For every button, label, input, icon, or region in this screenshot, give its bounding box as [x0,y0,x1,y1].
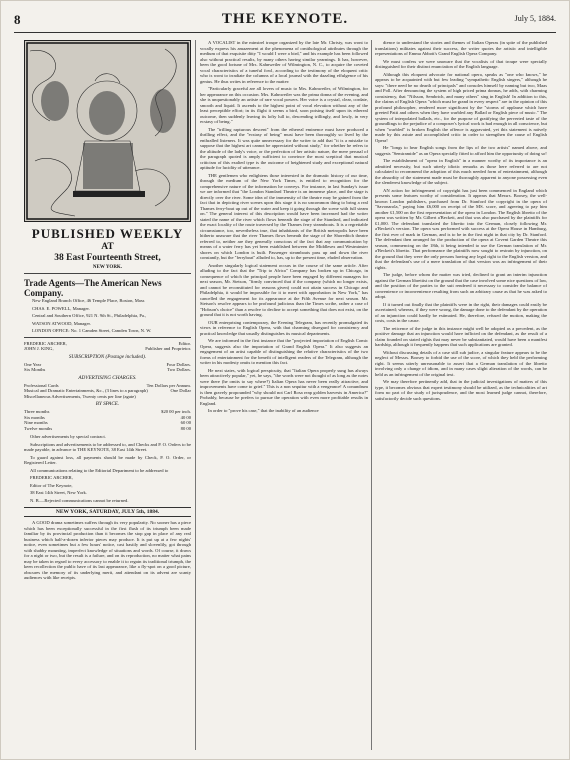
article-paragraph: He next states, with logical perspicuity, that "Italian Opera properly sung has always been attractively popular," yet, he says, "the words were not thought of as long as the notes were there (he omits to say where?) Italian Opera has never been really attractive, and improvements have come to grief." This is a non sequitur with a vengeance! A conundrum is then gravely propounded "why should not Carl Rosa reap golden harvests in America?" Probably, because he prefers to pursue the operation with even more profitable results in England. [200,367,368,406]
by-space-label: Nine months [24,420,48,425]
by-space-list [24,409,191,431]
article-paragraph: In order to "prove his case," that the inability of an audience [208,408,319,413]
notices-list [24,434,191,503]
agents-list [24,298,191,334]
by-space-label: Twelve months [24,425,53,431]
notice-line: All communications relating to the Editorial Department to be addressed to [30,467,169,473]
article-paragraph: Without discussing details of a case still sub judice, a singular feature appears to be the neglect of Messrs. Boosey to forbid the use of the score, of which they held the performing right. It seems utterly unreasonable to assert that a German translation of the libretto involving only a change of idiom, and in many cases slight alteration of the words, can be held as an infringement of the original text. [375,349,547,377]
agent-line: WATSON ATWOOD, Manager. [32,320,91,326]
article-paragraph: A GOOD drama sometimes suffers through its very popularity. No sooner has a piece which has been exceptionally successful in the first flush of its triumph been made familiar by its provincial production than it becomes the stop gap in place of any real business which half-a-dozen inferior pieces may produce. It is put up at a few nights' notice, even sometimes but a few hours' notice, cast hastily and slovenlily, got through with shabby mounting, imperfect knowledge of situations and words. Of course, it draws for a night or two, but the result is a failure, and on its reproduction, no matter what pains may be taken in regard to every accessory to enable it to regain its traditional triumph, the keen recollection the public have of its last appearance, like a fly-spot on a good picture, obscures the memory of its underlying merit, and attendant on its advent are scanty audiences with like receipts. [24,520,191,580]
notice-line: FREDERIC ARCHER, [30,475,73,480]
column-3-body [375,40,547,401]
subscription-label: One Year [24,361,42,367]
staff-role: Publisher and Proprietor. [145,346,191,351]
newspaper-title: THE KEYNOTE. [221,11,349,27]
by-space-label: Three months [24,409,50,414]
by-space-label: Six months [24,414,45,420]
advertising-label: Professional Cards [24,382,59,388]
masthead-engraving-image [24,40,191,222]
subscription-price: Four Dollars. [166,361,191,367]
published-weekly-heading: PUBLISHED WEEKLY [31,226,184,241]
article-paragraph: He "longs to hear English songs from the lips of the two artists" named above, and suggests "Semiramide" as an Opera specially fitted to afford him the opportunity of doing so! [375,145,547,156]
column-2-body [200,40,368,414]
editorial-dateline: NEW YORK, SATURDAY, JULY 5th, 1884. [24,507,191,517]
article-paragraph: Another singularly logical statement occurs in the course of the same article. After alluding to the fact that the "Trip to Africa" Company has broken up in Chicago, in consequence of which the principal people have been engaged by different managers for next season, Mr. Stetson, "firmly convinced that if the company (which no longer exists, and cannot be reconstituted for reasons given) could not attain success in Chicago and Philadelphia, it would be impossible for it to meet with approbation in New York," has cancelled the engagement for its appearance at the Fifth Avenue for next season. Mr. Stetson's resolve appears to be profound judicious than the Times scribe, rather a case of "Hobson's choice" than a resolve to decline to accept something that does not exist, on the ground that it is not worth having. [200,262,368,317]
notice-line: Subscriptions and advertisements to be addressed to, and Checks and P. O. Orders to be made payable, in advance to THE KEYNOTE, 38 East 14th Street. [24,441,191,452]
notice-line: Editor of The Keynote, [30,482,73,488]
masthead [14,10,556,33]
article-paragraph: If it turned out finally that the plaintiffs were in the right, their damages could easily be ascertained; whereas, if they were wrong, the damage done to the defendant by the operation of an injunction could hardly be estimated. He, therefore, refused the motion, making the costs, costs in the cause. [375,301,547,323]
notice-line: To guard against loss, all payments should be made by Check, P. O. Order, or Registered Letter. [24,454,191,465]
article-paragraph: OUR enterprising contemporary, the Evening Telegram, has recently promulgated its views in reference to English Opera, with that charming disregard for consistency and practical knowledge that usually distinguishes its musical departments. [200,319,368,336]
trade-agents-heading: Trade Agents—The American News Company. [24,278,162,298]
agent-line: CHAS. E. POWELL, Manager. [32,305,90,311]
agent-line: Central and Southern Office, 921 N. 9th St., Philadelphia, Pa., [32,313,147,318]
by-space-price: 40 00 [180,414,191,420]
staff-row [24,346,191,352]
notice-line: Other advertisements by special contract. [30,434,106,439]
agent-line: New England Branch Office, 46 Temple Place, Boston, Mass [32,298,145,303]
by-space-heading: BY SPACE. [95,401,120,407]
column-1-body [24,520,191,581]
article-paragraph: The "trilling rapturous descent" from the ethereal eminence must have produced a thrilling effect, and the "ecstasy of being" must have been thoroughly so lived by the enthralled listeners. It was quite unnecessary for the writer to add that "it is a mistake to suppose that the highest art cannot be appreciated without study," for whether he refers to the altitude of the lady's voice, or the perfection of her artistic nature, the mere perusal of the paragraph quoted is amply sufficient to convince the most sceptical that musical criticism of this exalted type is the outcome of heightened study and exceptional natural aptitude for lucidity of utterance. [200,126,368,170]
article-paragraph: The reticence of the judge in this instance might well be adopted as a precedent, as the positive damage that an injunction would have inflicted on the defendant, as the result of a claim founded on stated rights that may never be substantiated, would have been a manifest hardship, although it frequently happens that such applications are granted. [375,325,547,347]
article-paragraph: AN action for infringement of copyright has just been commenced in England which presents some features worthy of consideration. It appears that Messrs. Boosey, the well-known London publishers, purchased from Dr. Stanford the copyright in the opera of "Savonarola," paying him £6,000 on receipt of the MS. score, and agreeing to pay him another £1,500 on the first representation of the opera in London. The English libretto of the opera was written by Mr. Gilbert a'Beckett, and that was also purchased by the plaintiffs for £1,000. The defendant translated the libretto into the German, closely following Mr. a'Beckett's version. The opera was performed with success at the Opera House in Hamburg, the first ever of mark in German, and is to be in the first night in that city by Dr. Stanford. The defendant then arranged for the production of the opera at Covent Garden Theatre this season, commencing on the 18th, it being intended to use the German translation of Mr. a'Beckett's libretto. That performance the plaintiffs now sought to restrain by injunction, on the ground that they were the only persons having any legal right to the English version, and that the defendant's use of a mere translation of that version was an infringement of their rights. [375,187,547,270]
article-paragraph: THE gentlemen who enlightens those interested in the dramatic history of our time, through the medium of the New York Times, is entitled to recognition for the comprehensive nature of the information he conveys. For instance, in last Sunday's issue we are informed that "the London Standard Theatre is an immense place, and the stage is directly over the river. Some idea of the immensity of the theatre may be gained from the fact that in depicting river scenes upon this stage it is no uncommon thing to bring a real Thames ferry-boat up out of the water and keep it going through the scene with full steam on." The general interest of this description would have been increased had the writer stated the name of the river which flows beneath the stage of the Standard, and indicated the exact locality of the route traversed by the Thames ferry steamboats. It is a regrettable circumstance, too, nevertheless true, that inhabitants of the British metropolis have been hitherto unaware that the river Thames flows beneath the stage of the Shoreditch theatre referred to, neither are they generally conscious of the fact that any communication by means of a water ferry has yet been established between the Middlesex and Westminster shores on which London is built. Passenger steamboats pass up and down the river constantly, but the "ferryboat" alluded to, has, up to the present time, eluded observation. [200,172,368,260]
page-number: 8 [14,12,21,27]
advertising-list [24,383,191,400]
issue-date: July 5, 1884. [514,14,556,23]
notice-line: 38 East 14th Street, New York. [30,490,87,495]
notice-line: N. B.—Rejected communications cannot be returned. [30,497,129,503]
column-3 [375,40,547,755]
staff-name: FREDERIC ARCHER, [24,340,67,346]
at-line: AT [101,242,114,252]
by-space-price: $20 00 per inch. [161,409,191,414]
subscription-price: Two Dollars. [167,367,191,372]
by-space-price: 60 00 [180,420,191,425]
advertising-row [24,394,191,400]
article-paragraph: A VOCALIST in the minstrel troupe organized by the late Mr. Christy, was wont to vocally express his amazement at the phenomena of ornithological attributes through the medium of that exquisite ditty "I would I were a bird," and his example has been followed also without practical results, by many others having similar yearnings. It has, however, been the good fortune of Mrs. Kahnweiler of Wilmington, N. C., to acquire the coveted vocal characteristics of a tuneful fowl, according to the testimony of the eloquent critic who is wont to irradiate the columns of a local journal with the dazzling effulgence of his genius. He thus writes in reference to the matter: [200,40,368,84]
article-paragraph: Although this eloquent advocate for national opera, speaks as "one who knows," he appears to be acquainted with but few leading "sympathetic English singers," although he says: "there need be no dearth of principals" and consoles himself by naming but two, Maas and Poll. After denouncing the system of high priced prima donnas, he adds, with charming consistency, that "Nilsson, Sembrich, and many others" sing in English! In addition to this, the claims of English Opera "which must be grand in every respect" are in the opinion of this profound philosopher, rendered more significant by the "storms of applause which have greeted Patti and others when they have warbled any Ballad or English piece of music." The system of interpolated ballads, etc., for the purpose of gratifying the perverted taste of the groundlings to the prejudice of a composer's lyrical work is bad enough in all conscience, but when "warbled" is broken English the offence is aggravated, yet this statement is naïvely made by this astute and accomplished critic in order to strengthen the cause of English Opera! [375,71,547,143]
article-paragraph: dience to understand the stories and themes of Italian Operas (in spite of the published translations) militates against their success, the writer quotes the artistic and intelligible representations of Emma Abbott's Grand English Opera Company. [375,40,547,56]
agent-line: LONDON OFFICE: No. 1 Camden Street, Camden Town, N. W. [32,328,152,333]
advertising-price: One Dollar [170,388,191,393]
column-2 [200,40,368,755]
article-paragraph: We are informed in the first instance that the "projected importation of English Comic Opera, suggests also the importation of Grand English Opera." It also suggests an engagement of an artist capable of distinguishing the relative characteristics of the two forms of entertainment for the benefit of intelligent readers of the Telegram, although the writer in his modesty omits to mention this fact. [200,338,368,365]
staff-list [24,341,191,352]
divider [24,337,191,338]
staff-name: JOHN J. KING, [24,346,54,351]
column-rule-2 [371,40,372,750]
office-address: 38 East Fourteenth Street, [54,253,161,263]
advertising-label: Musical and Dramatic Entertainments, &c., (3 lines to a paragraph) [24,388,148,393]
article-paragraph: The judge, before whom the matter was tried, declined to grant an interim injunction against the German librettist on the ground that the case involved some nice questions of law, and the position of the parties to the suit rendered it necessary to consider the balance of convenience or inconvenience resulting from such an arbitrary cause as that he was asked to adopt. [375,272,547,299]
advertising-price: Ten Dollars per Annum. [146,382,191,388]
article-paragraph: "Particularly graceful are all lovers of music to Mrs. Kahnweiler, of Wilmington, for her appearance on this occasion. Mrs. Kahnweiler was the prima donna of the evening, and she is unquestionably an artiste of rare vocal powers. Her voice is a crystal, clear, cordate, smooth and liquid. It ascends to the highest point of vocal elevation without any of the least perceptible effort; in its flight it seems a bird, soon poising itself upon its ethereal outcome, then suddenly leaving its lofty lull to, descending trillingly, and lowly, in very ecstasy of being." [200,86,368,124]
article-paragraph: We may therefore pertinently add, that in the judicial investigations of matters of this type, it becomes obvious that expert testimony should be utilized, as the technicalities of art form no part of the study of jurisprudence, and the most learned judge cannot, therefore, satisfactorily decide such questions. [375,379,547,401]
office-city: NEW YORK. [24,265,191,274]
column-1 [24,40,191,740]
article-paragraph: The establishment of "opera in English" in a manner worthy of its importance is an admitted necessity, but such utterly idiotic remarks as those here referred to are not calculated to recommend the adoption of this much needed form of entertainment, although the absurdity of the statement made must be thoroughly apparent to anyone possessing even the slenderest knowledge of the subject. [375,158,547,185]
advertising-label: Miscellaneous Advertisements, Twenty cents per line (agate) [24,393,136,399]
advertising-heading: ADVERTISING CHARGES. [78,374,137,381]
subscription-label: Six Months [24,367,46,372]
staff-role: Editor. [178,340,191,346]
subscription-row [24,367,191,373]
article-paragraph: We must confess we were unaware that the vocalists of that troupe were specially distinguished for their distinct enunciation of the English language. [375,58,547,69]
column-rule-1 [195,40,196,750]
subscription-list [24,362,191,373]
subscription-heading: SUBSCRIPTION (Postage included). [68,353,147,360]
by-space-price: 80 00 [180,425,191,431]
